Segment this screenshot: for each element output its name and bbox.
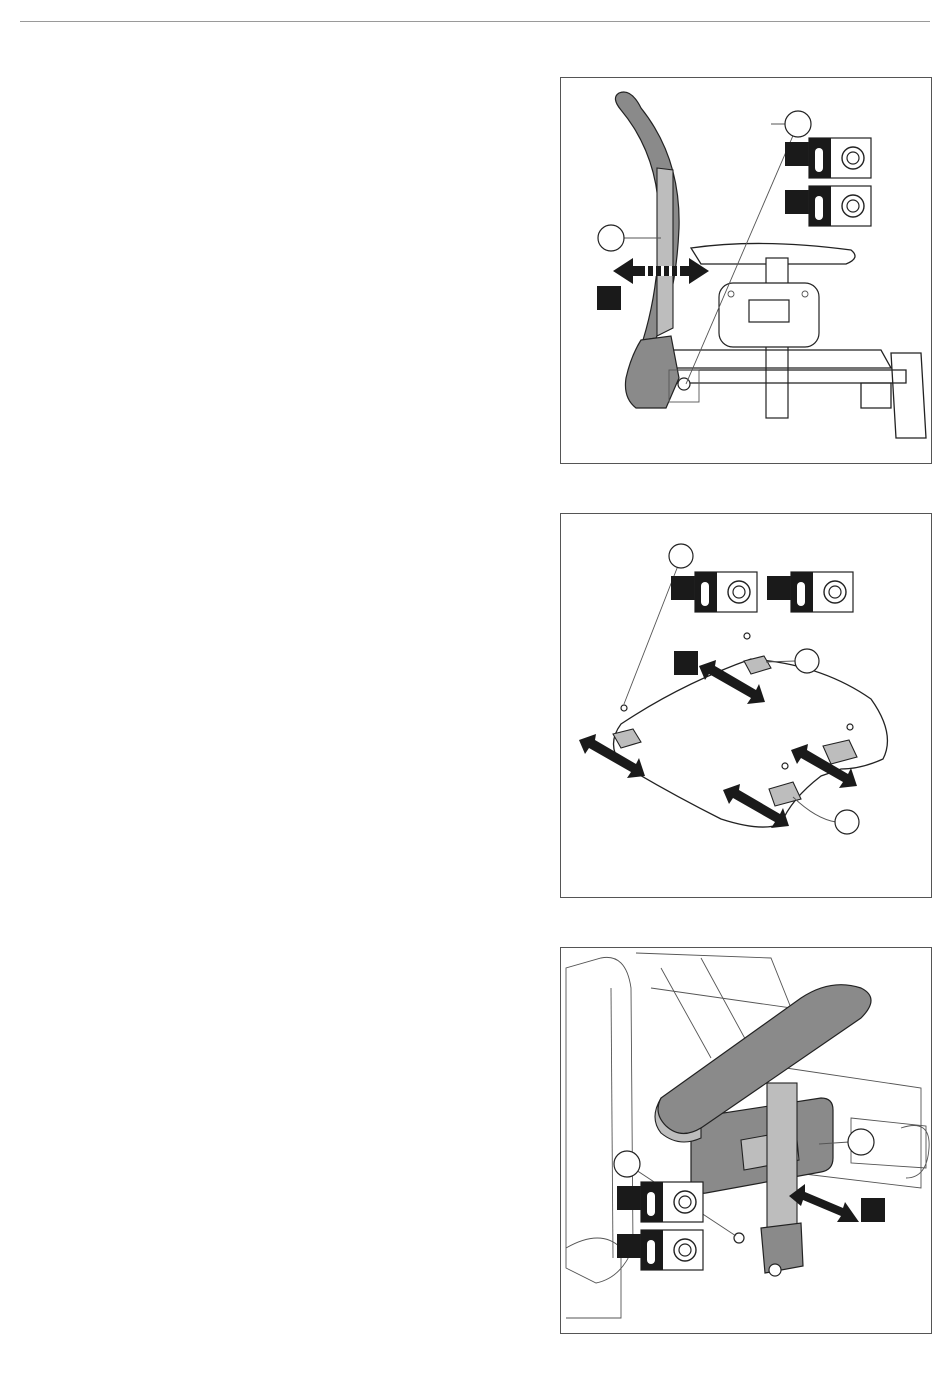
step-square <box>674 651 698 675</box>
callout-circle <box>785 111 811 137</box>
post-foot <box>761 1223 803 1273</box>
bracket-clamp <box>749 300 789 322</box>
screwdriver-tighten-icon <box>785 186 871 226</box>
leader-line <box>793 797 836 822</box>
screw <box>847 724 853 730</box>
figure-seat-slider-adjustment <box>560 513 932 898</box>
screw <box>621 705 627 711</box>
backrest-spine <box>657 168 673 336</box>
armrest-illustration <box>561 948 931 1333</box>
screw <box>744 633 750 639</box>
backrest-bracket <box>625 336 679 408</box>
slider-side-right <box>823 740 857 764</box>
slider-front-left <box>613 729 641 748</box>
screwdriver-tighten-icon <box>617 1230 703 1270</box>
slide-arrow <box>789 1184 859 1222</box>
rail-block <box>861 383 891 408</box>
callout-circle <box>614 1151 640 1177</box>
knob-outline <box>901 1126 929 1179</box>
callout-circle <box>598 225 624 251</box>
figure-backrest-adjustment <box>560 77 932 464</box>
armrest-post <box>767 1083 797 1238</box>
side-bracket <box>891 353 926 438</box>
callout-circle <box>795 649 819 673</box>
figure-armrest-adjustment <box>560 947 932 1334</box>
bracket-screw <box>734 1233 744 1243</box>
screwdriver-loosen-icon <box>671 572 757 612</box>
step-square <box>597 286 621 310</box>
backrest-illustration <box>561 78 931 463</box>
callout-circle <box>669 544 693 568</box>
post-knob <box>769 1264 781 1276</box>
callout-circle <box>835 810 859 834</box>
screwdriver-loosen-icon <box>785 138 871 178</box>
slider-front-right <box>769 782 801 806</box>
slider-rear <box>744 656 771 674</box>
screwdriver-loosen-icon <box>617 1182 703 1222</box>
screw <box>782 763 788 769</box>
backrest-edge <box>611 988 613 1258</box>
header-rule <box>20 21 930 22</box>
callout-circle <box>848 1129 874 1155</box>
screwdriver-tighten-icon <box>767 572 853 612</box>
step-square <box>861 1198 885 1222</box>
seat-plate-illustration <box>561 514 931 897</box>
